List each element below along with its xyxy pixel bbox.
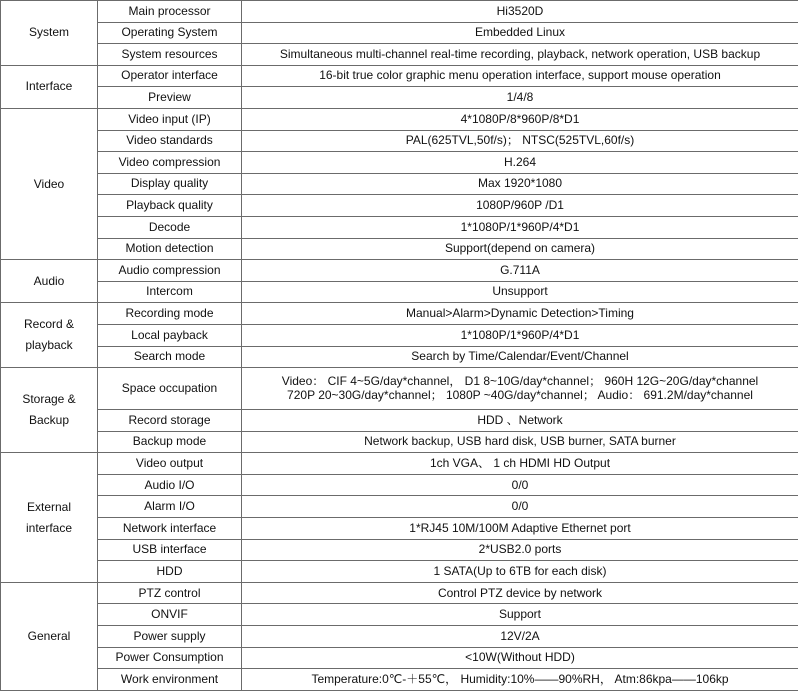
table-row bbox=[1, 152, 798, 174]
spec-value: PAL(625TVL,50f/s)； NTSC(525TVL,60f/s) bbox=[242, 130, 798, 152]
spec-value: 0/0 bbox=[242, 496, 798, 518]
table-row bbox=[1, 518, 798, 540]
table-row bbox=[1, 368, 798, 410]
spec-value: Manual>Alarm>Dynamic Detection>Timing bbox=[242, 303, 798, 325]
spec-label: Power Consumption bbox=[98, 647, 242, 669]
spec-label: Search mode bbox=[98, 346, 242, 368]
spec-value: H.264 bbox=[242, 152, 798, 174]
spec-value: HDD 、Network bbox=[242, 410, 798, 432]
category-cell: External interface bbox=[1, 453, 98, 583]
table-row bbox=[1, 604, 798, 626]
spec-value: 12V/2A bbox=[242, 626, 798, 648]
spec-label: Video standards bbox=[98, 130, 242, 152]
spec-value: Control PTZ device by network bbox=[242, 582, 798, 604]
spec-label: Playback quality bbox=[98, 195, 242, 217]
category-cell: Audio bbox=[1, 260, 98, 303]
spec-label: Preview bbox=[98, 87, 242, 109]
table-row bbox=[1, 260, 798, 282]
table-row bbox=[1, 647, 798, 669]
spec-label: HDD bbox=[98, 561, 242, 583]
spec-label: PTZ control bbox=[98, 582, 242, 604]
spec-label: Recording mode bbox=[98, 303, 242, 325]
spec-value: 1080P/960P /D1 bbox=[242, 195, 798, 217]
spec-value: Support bbox=[242, 604, 798, 626]
spec-value: 1ch VGA、 1 ch HDMI HD Output bbox=[242, 453, 798, 475]
spec-value: 1/4/8 bbox=[242, 87, 798, 109]
table-row bbox=[1, 87, 798, 109]
spec-value: 1 SATA(Up to 6TB for each disk) bbox=[242, 561, 798, 583]
table-row bbox=[1, 130, 798, 152]
table-row bbox=[1, 474, 798, 496]
spec-value: Hi3520D bbox=[242, 1, 798, 23]
category-cell: Video bbox=[1, 108, 98, 259]
table-row bbox=[1, 216, 798, 238]
spec-label: Operator interface bbox=[98, 65, 242, 87]
spec-label: Audio compression bbox=[98, 260, 242, 282]
spec-label: ONVIF bbox=[98, 604, 242, 626]
category-cell: Interface bbox=[1, 65, 98, 108]
table-row bbox=[1, 65, 798, 87]
spec-value: Unsupport bbox=[242, 281, 798, 303]
table-row bbox=[1, 539, 798, 561]
spec-value: 1*RJ45 10M/100M Adaptive Ethernet port bbox=[242, 518, 798, 540]
table-row bbox=[1, 626, 798, 648]
table-row bbox=[1, 303, 798, 325]
table-row bbox=[1, 561, 798, 583]
spec-table-body bbox=[1, 1, 798, 691]
table-row bbox=[1, 44, 798, 66]
spec-value: 4*1080P/8*960P/8*D1 bbox=[242, 108, 798, 130]
spec-value: Simultaneous multi-channel real-time recording, playback, network operation, USB backup bbox=[242, 44, 798, 66]
spec-label: Video output bbox=[98, 453, 242, 475]
table-row bbox=[1, 453, 798, 475]
spec-label: Local payback bbox=[98, 324, 242, 346]
table-row bbox=[1, 324, 798, 346]
category-cell: Storage & Backup bbox=[1, 368, 98, 453]
table-row bbox=[1, 669, 798, 691]
table-row bbox=[1, 1, 798, 23]
spec-label: USB interface bbox=[98, 539, 242, 561]
table-row bbox=[1, 346, 798, 368]
table-row bbox=[1, 108, 798, 130]
spec-value: 2*USB2.0 ports bbox=[242, 539, 798, 561]
spec-value: Video： CIF 4~5G/day*channel， D1 8~10G/day*channel； 960H 12G~20G/day*channel 720P 20~30G/day*channel； 1080P ~40G/day*channel； Audio： 691.2M/day*channel bbox=[242, 368, 798, 410]
table-row bbox=[1, 496, 798, 518]
category-cell: Record & playback bbox=[1, 303, 98, 368]
table-row bbox=[1, 281, 798, 303]
spec-value: 16-bit true color graphic menu operation interface, support mouse operation bbox=[242, 65, 798, 87]
spec-value: Support(depend on camera) bbox=[242, 238, 798, 260]
spec-value: 1*1080P/1*960P/4*D1 bbox=[242, 216, 798, 238]
category-cell: General bbox=[1, 582, 98, 690]
spec-label: System resources bbox=[98, 44, 242, 66]
table-row bbox=[1, 410, 798, 432]
category-cell: System bbox=[1, 1, 98, 66]
table-row bbox=[1, 582, 798, 604]
spec-value: Search by Time/Calendar/Event/Channel bbox=[242, 346, 798, 368]
spec-label: Video compression bbox=[98, 152, 242, 174]
spec-label: Record storage bbox=[98, 410, 242, 432]
spec-label: Motion detection bbox=[98, 238, 242, 260]
table-row bbox=[1, 431, 798, 453]
spec-value: Network backup, USB hard disk, USB burner, SATA burner bbox=[242, 431, 798, 453]
table-row bbox=[1, 238, 798, 260]
table-row bbox=[1, 195, 798, 217]
spec-label: Space occupation bbox=[98, 368, 242, 410]
spec-label: Operating System bbox=[98, 22, 242, 44]
spec-label: Work environment bbox=[98, 669, 242, 691]
spec-label: Backup mode bbox=[98, 431, 242, 453]
spec-label: Alarm I/O bbox=[98, 496, 242, 518]
spec-label: Network interface bbox=[98, 518, 242, 540]
spec-value: <10W(Without HDD) bbox=[242, 647, 798, 669]
table-row bbox=[1, 22, 798, 44]
spec-label: Audio I/O bbox=[98, 474, 242, 496]
spec-value: 0/0 bbox=[242, 474, 798, 496]
table-row bbox=[1, 173, 798, 195]
spec-value: Temperature:0℃-＋55℃， Humidity:10%——90%RH， Atm:86kpa——106kp bbox=[242, 669, 798, 691]
spec-label: Display quality bbox=[98, 173, 242, 195]
spec-value: Embedded Linux bbox=[242, 22, 798, 44]
spec-label: Decode bbox=[98, 216, 242, 238]
spec-label: Video input (IP) bbox=[98, 108, 242, 130]
spec-label: Power supply bbox=[98, 626, 242, 648]
spec-value: Max 1920*1080 bbox=[242, 173, 798, 195]
spec-value: 1*1080P/1*960P/4*D1 bbox=[242, 324, 798, 346]
spec-label: Main processor bbox=[98, 1, 242, 23]
spec-value: G.711A bbox=[242, 260, 798, 282]
spec-label: Intercom bbox=[98, 281, 242, 303]
